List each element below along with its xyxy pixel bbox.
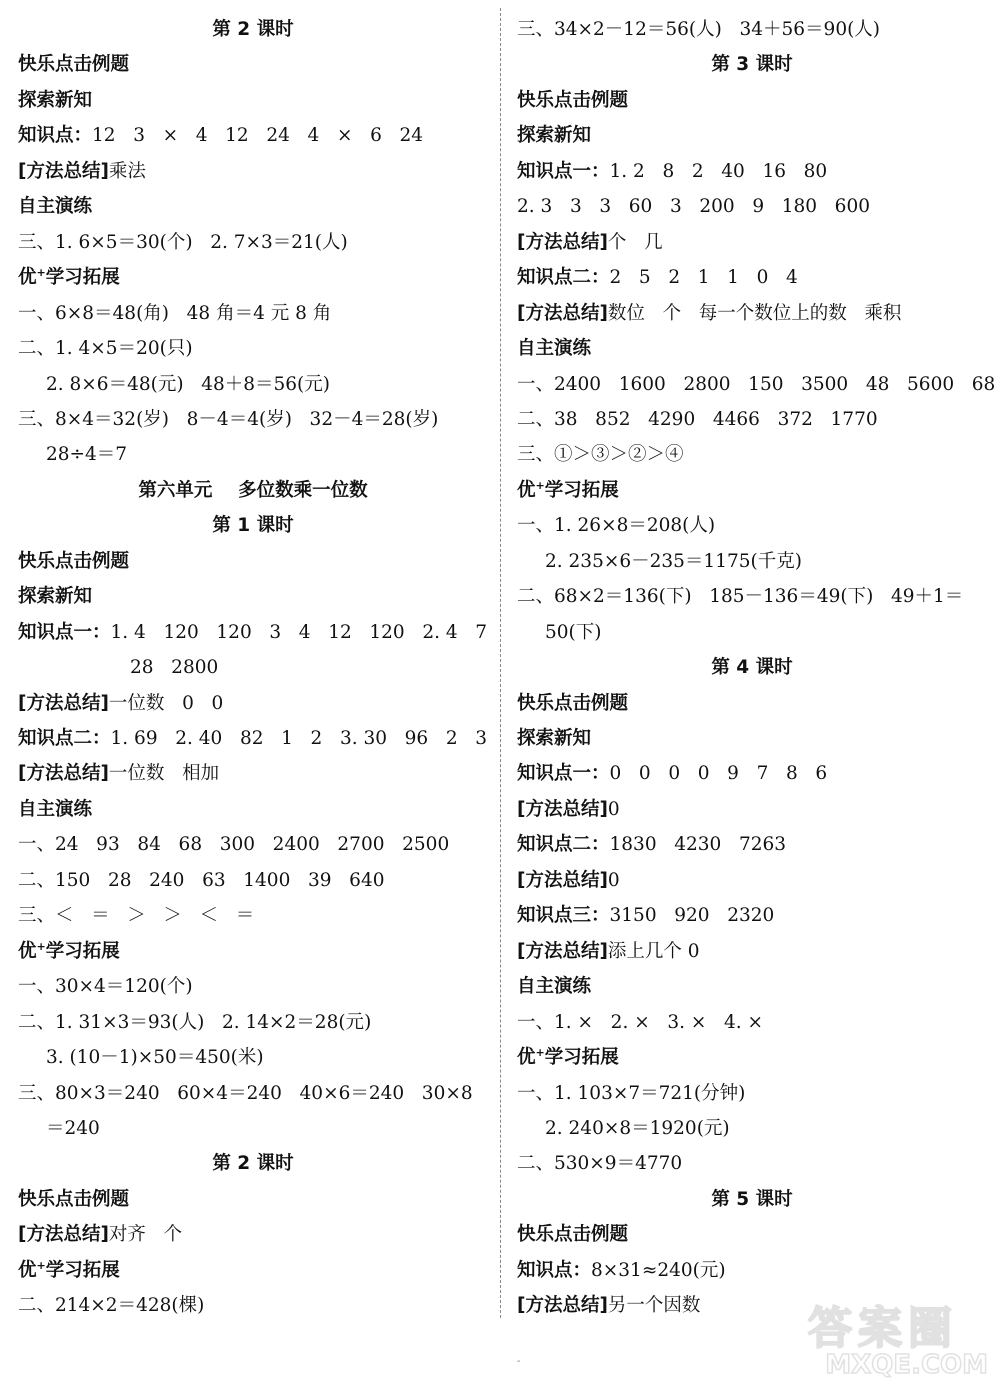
heading-text: 学习拓展 (544, 1047, 619, 1069)
answer-label: 知识点二： (18, 728, 111, 749)
answer-label: 知识点三： (517, 905, 610, 927)
section-heading (18, 266, 120, 290)
answer-value: 数位 个 每一个数位上的数 乘积 (607, 302, 902, 324)
section-heading (18, 940, 120, 964)
section-heading: 快乐点击例题 (517, 1224, 629, 1246)
heading-sup: + (535, 478, 545, 492)
section-title: 第 4 课时 (711, 657, 793, 679)
answer-line (18, 727, 487, 751)
column-divider (500, 8, 501, 1318)
answer-value: 个 几 (607, 231, 663, 253)
section-heading: 快乐点击例题 (517, 89, 629, 111)
section-title: 第 3 课时 (711, 54, 793, 76)
answer-value: 2 5 2 1 1 0 4 (609, 267, 798, 289)
section-heading: 快乐点击例题 (18, 54, 130, 76)
answer-line (18, 692, 223, 716)
answer-label: 知识点： (517, 1259, 592, 1281)
answer-line: 2. 8×6＝48(元) 48＋8＝56(元) (46, 373, 330, 395)
answer-value: 1. 69 2. 40 82 1 2 3. 30 96 2 3 (110, 728, 488, 749)
answer-value: 对齐 个 (108, 1224, 183, 1246)
section-title: 第 2 课时 (212, 19, 294, 40)
heading-prefix: 优 (517, 1047, 536, 1069)
answer-label: [方法总结] (517, 302, 608, 324)
heading-text: 学习拓展 (544, 479, 619, 501)
answer-label: [方法总结] (517, 1295, 608, 1317)
answer-value: 0 (607, 798, 620, 820)
answer-line: 28 2800 (130, 657, 219, 679)
answer-line: 二、68×2＝136(下) 185－136＝49(下) 49＋1＝ (517, 586, 964, 608)
answer-label: [方法总结] (517, 940, 608, 962)
answer-line: 2. 3 3 3 60 3 200 9 180 600 (517, 196, 870, 218)
section-title: 第 5 课时 (711, 1188, 793, 1210)
heading-prefix: 优 (18, 940, 37, 962)
answer-line: 三、①＞③＞②＞④ (517, 444, 684, 466)
answer-value: 0 0 0 0 9 7 8 6 (609, 763, 828, 785)
heading-sup: + (36, 1258, 46, 1272)
answer-line: 二、1. 4×5＝20(只) (18, 338, 193, 360)
answer-label: 知识点二： (517, 267, 610, 289)
section-title: 第 1 课时 (212, 515, 294, 537)
answer-line: 一、1. 103×7＝721(分钟) (517, 1082, 746, 1104)
section-heading: 快乐点击例题 (517, 692, 629, 714)
answer-value: 1. 4 120 120 3 4 12 120 2. 4 7 (110, 621, 488, 643)
answer-label: [方法总结] (517, 231, 608, 253)
answer-label: [方法总结] (18, 160, 109, 182)
answer-line: 28÷4＝7 (46, 444, 128, 466)
answer-line: 二、150 28 240 63 1400 39 640 (18, 869, 385, 891)
answer-line (517, 1294, 700, 1318)
heading-prefix: 优 (517, 479, 536, 501)
answer-value: 乘法 (108, 160, 146, 182)
answer-line (517, 833, 786, 857)
answer-line (517, 302, 901, 326)
answer-line: 一、2400 1600 2800 150 3500 48 5600 68 (517, 373, 996, 395)
answer-label: 知识点一： (18, 621, 111, 643)
answer-label: [方法总结] (517, 798, 608, 820)
answer-line (517, 160, 827, 184)
answer-line (18, 160, 146, 184)
answer-line: 三、＜ ＝ ＞ ＞ ＜ ＝ (18, 905, 255, 927)
answer-line (18, 621, 487, 645)
answer-value: 1830 4230 7263 (609, 834, 787, 856)
page-mark: - (517, 1356, 521, 1367)
section-heading (517, 479, 619, 503)
heading-sup: + (535, 1045, 545, 1059)
section-heading: 自主演练 (517, 338, 592, 360)
answer-line: 二、38 852 4290 4466 372 1770 (517, 408, 878, 430)
heading-sup: + (36, 939, 46, 953)
answer-line: 2. 240×8＝1920(元) (545, 1117, 730, 1139)
section-heading: 探索新知 (18, 89, 93, 111)
heading-text: 学习拓展 (45, 940, 120, 962)
answer-value: 3150 920 2320 (609, 905, 775, 927)
answer-value: 一位数 0 0 (108, 692, 224, 714)
answer-label: 知识点： (18, 125, 93, 147)
answer-line (18, 1223, 182, 1247)
answer-label: 知识点一： (517, 160, 610, 182)
answer-label: [方法总结] (18, 1224, 109, 1246)
section-heading (18, 1259, 120, 1283)
answer-line (517, 1259, 726, 1283)
answer-value: 8×31≈240(元) (591, 1259, 726, 1281)
section-title: 第 2 课时 (212, 1153, 294, 1175)
answer-line (517, 869, 620, 893)
answer-value: 0 (607, 869, 620, 891)
section-title: 第六单元 多位数乘一位数 (138, 479, 368, 501)
section-heading: 探索新知 (517, 125, 592, 147)
answer-line: 50(下) (545, 621, 602, 643)
heading-sup: + (36, 265, 46, 279)
answer-line: 二、530×9＝4770 (517, 1153, 683, 1175)
watermark-logo (788, 1292, 988, 1380)
answer-value: 1. 2 8 2 40 16 80 (609, 160, 828, 182)
answer-line (517, 266, 798, 290)
section-heading: 自主演练 (18, 798, 93, 820)
answer-line: 三、34×2－12＝56(人) 34＋56＝90(人) (517, 19, 881, 40)
section-heading: 探索新知 (517, 728, 592, 749)
answer-label: 知识点二： (517, 834, 610, 856)
heading-text: 学习拓展 (45, 267, 120, 289)
answer-line (517, 762, 827, 786)
answer-value: 添上几个 0 (607, 940, 700, 962)
answer-label: [方法总结] (18, 763, 109, 785)
answer-value: 一位数 相加 (108, 763, 220, 785)
section-heading: 探索新知 (18, 586, 93, 608)
answer-value: 12 3 × 4 12 24 4 × 6 24 (92, 125, 424, 147)
answer-line: 一、24 93 84 68 300 2400 2700 2500 (18, 834, 450, 856)
answer-label: [方法总结] (18, 692, 109, 714)
answer-line: 一、30×4＝120(个) (18, 976, 193, 998)
heading-prefix: 优 (18, 1259, 37, 1281)
answer-line: 一、1. × 2. × 3. × 4. × (517, 1011, 764, 1033)
heading-text: 学习拓展 (45, 1259, 120, 1281)
answer-line: 三、80×3＝240 60×4＝240 40×6＝240 30×8 (18, 1082, 473, 1104)
answer-line: ＝240 (46, 1117, 100, 1139)
answer-line (18, 124, 423, 148)
section-heading: 自主演练 (517, 976, 592, 998)
section-heading: 快乐点击例题 (18, 550, 130, 572)
answer-line: 三、8×4＝32(岁) 8－4＝4(岁) 32－4＝28(岁) (18, 408, 439, 430)
answer-line: 一、1. 26×8＝208(人) (517, 515, 716, 537)
answer-line: 3. (10－1)×50＝450(米) (46, 1047, 264, 1069)
answer-line: 二、214×2＝428(棵) (18, 1295, 205, 1317)
answer-line (517, 231, 663, 255)
answer-value: 另一个因数 (607, 1295, 701, 1317)
section-heading: 快乐点击例题 (18, 1188, 130, 1210)
answer-line (517, 798, 620, 822)
answer-line (18, 762, 219, 786)
answer-line (517, 904, 774, 928)
answer-line: 2. 235×6－235＝1175(千克) (545, 550, 802, 572)
section-heading (517, 1046, 619, 1070)
answer-line: 二、1. 31×3＝93(人) 2. 14×2＝28(元) (18, 1011, 372, 1033)
answer-line: 一、6×8＝48(角) 48 角＝4 元 8 角 (18, 302, 332, 324)
answer-line: 三、1. 6×5＝30(个) 2. 7×3＝21(人) (18, 231, 348, 253)
section-heading: 自主演练 (18, 196, 93, 218)
answer-label: 知识点一： (517, 763, 610, 785)
answer-line (517, 940, 700, 964)
answer-label: [方法总结] (517, 869, 608, 891)
heading-prefix: 优 (18, 267, 37, 289)
watermark-url: MXQE.COM (825, 1350, 988, 1380)
watermark-text: 答案圈 (808, 1303, 958, 1354)
